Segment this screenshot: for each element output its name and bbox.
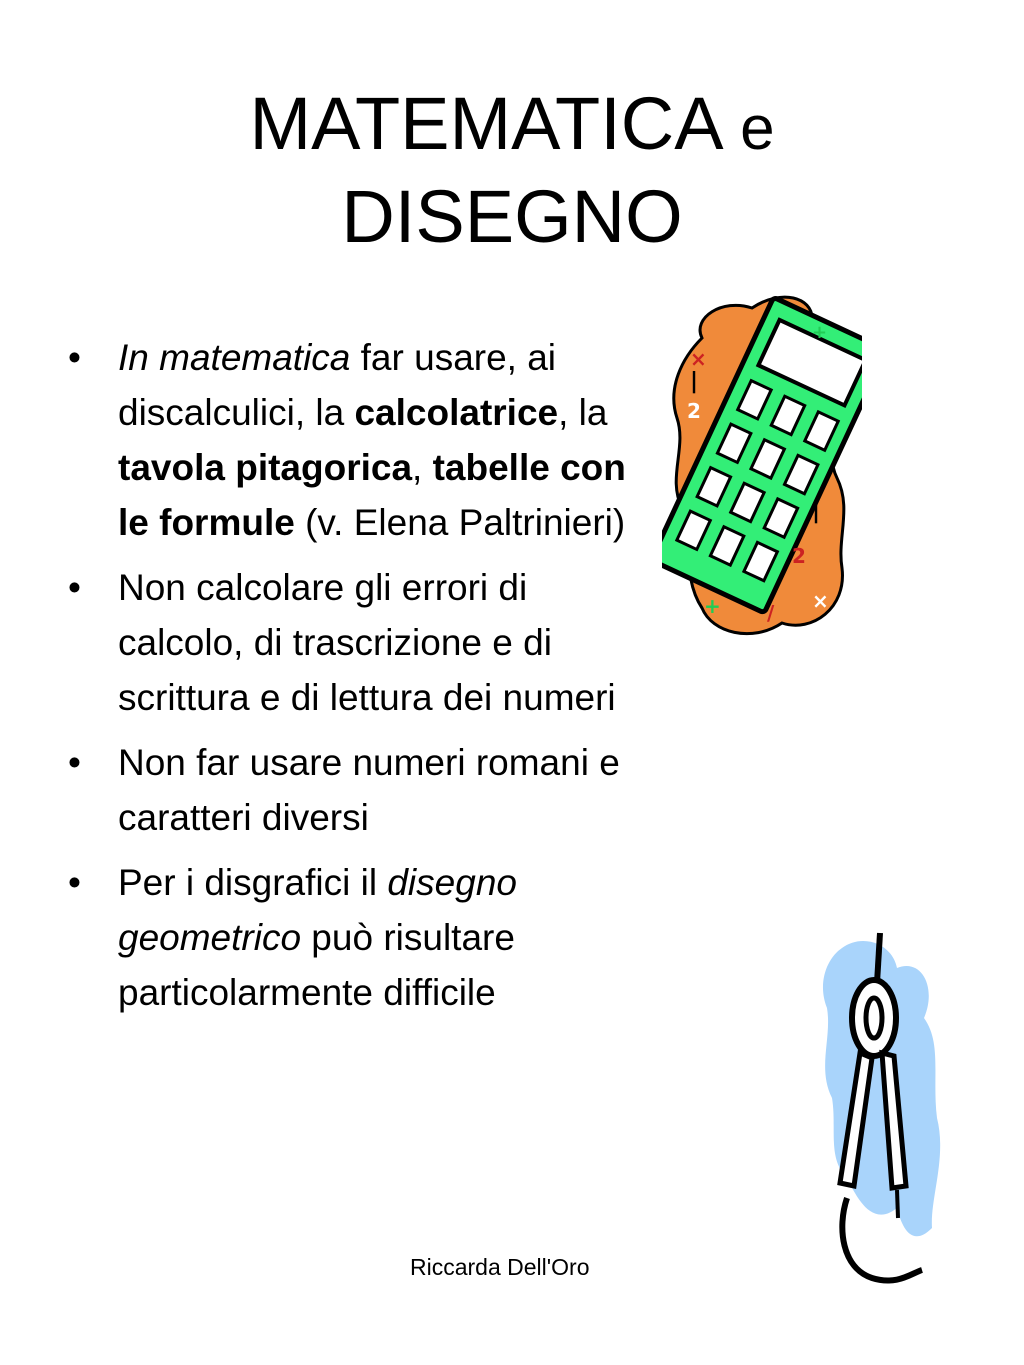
- svg-text:+: +: [704, 594, 721, 618]
- bullet-item-4: [60, 855, 660, 1020]
- calculator-icon: [662, 278, 862, 650]
- svg-text:|: |: [690, 369, 699, 394]
- svg-text:×: ×: [812, 589, 829, 613]
- bullet-3-text: Non far usare numeri romani e caratteri diversi: [118, 742, 620, 838]
- bullet-1-text-b: , la: [558, 392, 608, 433]
- bullet-dot: •: [68, 742, 81, 783]
- bullet-list: [60, 330, 660, 1030]
- bullet-1-text-c: ,: [412, 447, 433, 488]
- bullet-dot: •: [68, 337, 81, 378]
- title-word-disegno: DISEGNO: [341, 175, 683, 258]
- bullet-1-text-a: far usare, ai discalculici, la: [118, 337, 557, 433]
- svg-text:+: +: [812, 322, 828, 343]
- bullet-4-text-a: Per i disgrafici il: [118, 862, 388, 903]
- bullet-4-italic: disegno geometrico: [118, 862, 517, 958]
- bullet-1-bold-tavola: tavola pitagorica: [118, 447, 413, 488]
- slide-title: [0, 80, 1024, 261]
- bullet-2-text: Non calcolare gli errori di calcolo, di trascrizione e di scrittura e di lettura dei numeri: [118, 567, 616, 718]
- svg-text:2: 2: [792, 544, 806, 568]
- title-word-e: e: [740, 94, 775, 163]
- bullet-1-italic: In matematica: [118, 337, 351, 378]
- bullet-1-text-d: (v. Elena Paltrinieri): [294, 502, 626, 543]
- footer-author: Riccarda Dell'Oro: [410, 1254, 590, 1280]
- bullet-dot: •: [68, 567, 81, 608]
- svg-text:2: 2: [687, 399, 701, 423]
- svg-text:×: ×: [690, 347, 707, 371]
- svg-text:|: |: [812, 499, 821, 524]
- bullet-1-bold-tabelle: tabelle con le formule: [118, 447, 626, 543]
- title-word-matematica: MATEMATICA: [249, 82, 720, 165]
- bullet-item-3: [60, 735, 660, 845]
- bullet-4-text-b: può risultare particolarmente difficile: [118, 917, 515, 1013]
- bullet-dot: •: [68, 862, 81, 903]
- compass-handle: [877, 933, 880, 983]
- svg-text:/: /: [767, 601, 775, 625]
- bullet-item-2: [60, 560, 660, 725]
- bullet-1-bold-calcolatrice: calcolatrice: [354, 392, 559, 433]
- bullet-item-1: [60, 330, 660, 550]
- compass-icon: [812, 928, 952, 1300]
